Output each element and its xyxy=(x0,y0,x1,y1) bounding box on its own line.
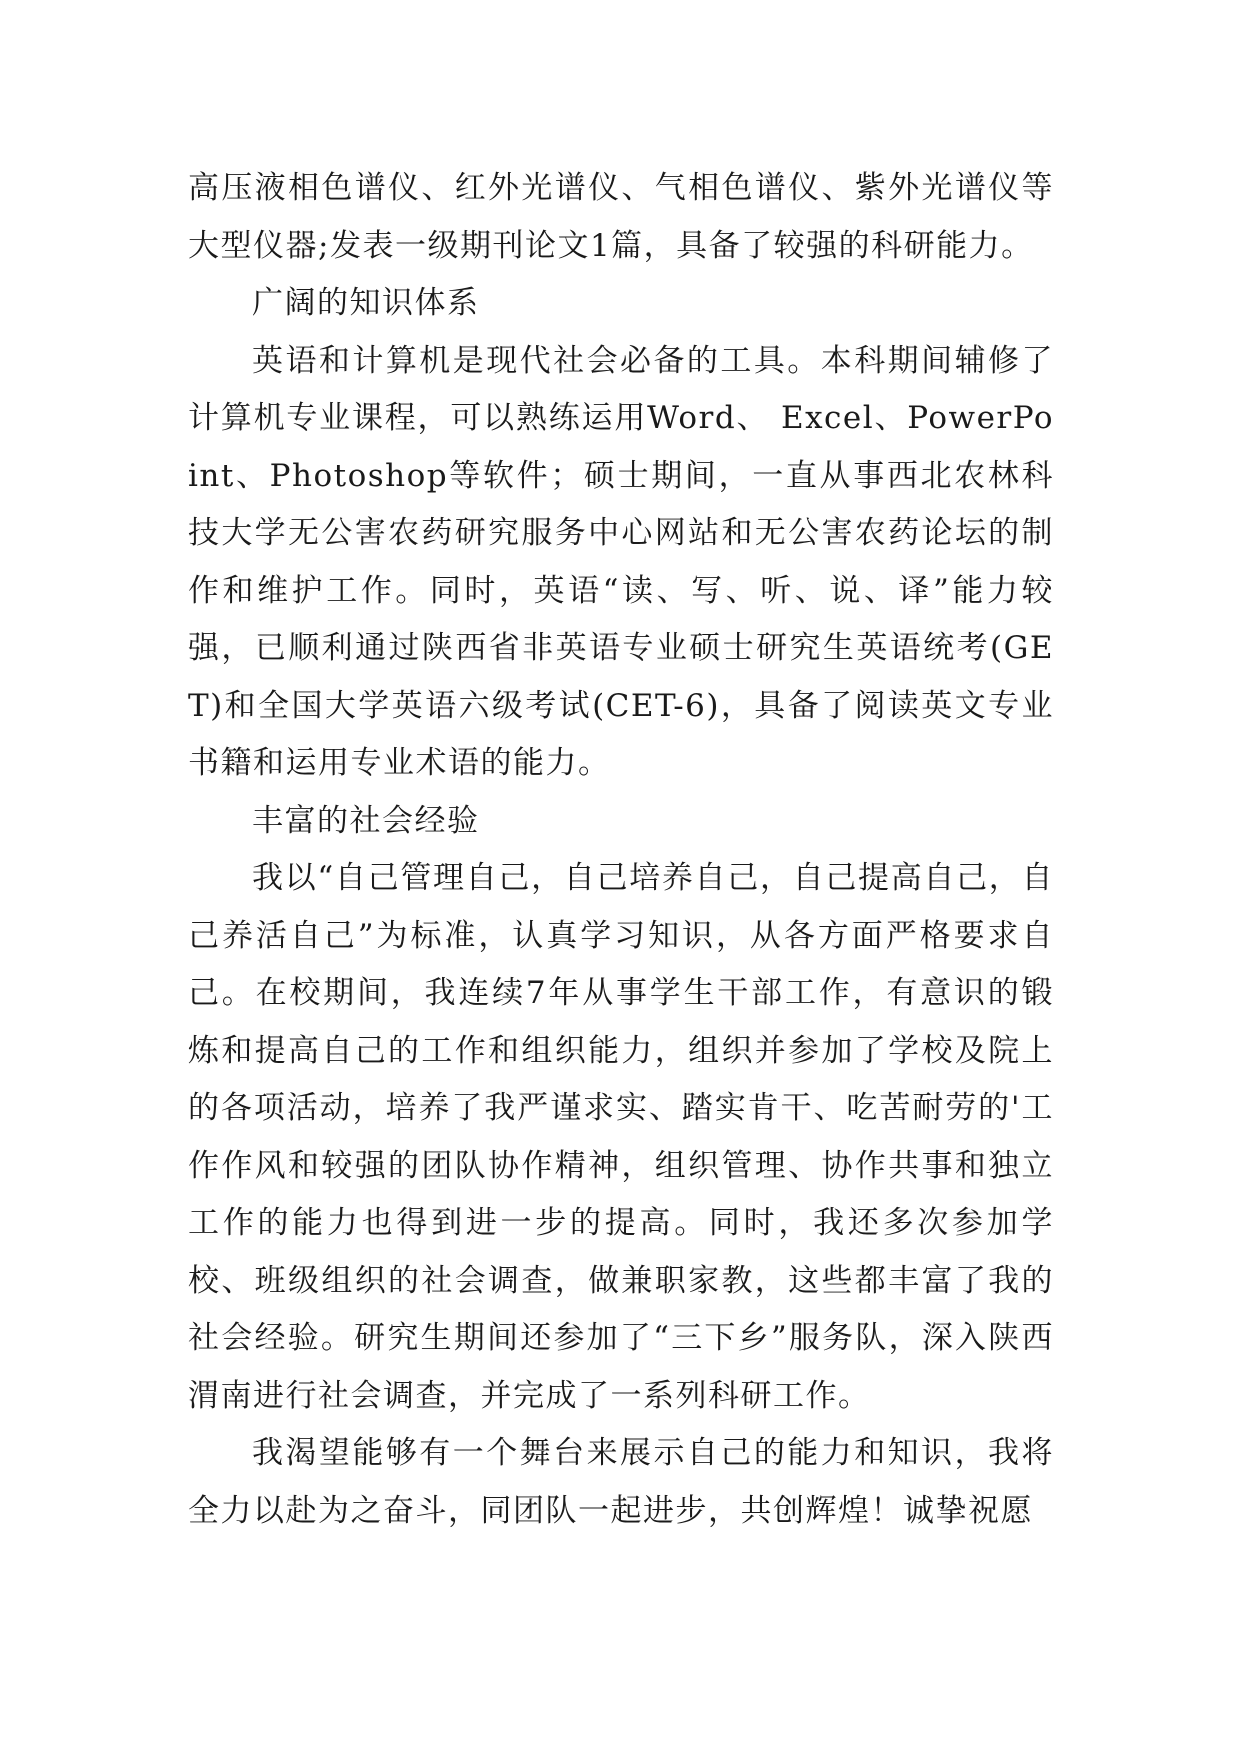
paragraph-english-computer: 英语和计算机是现代社会必备的工具。本科期间辅修了计算机专业课程，可以熟练运用Word、 Excel、PowerPoint、Photoshop等软件；硕士期间，一直从事西北农林科技大学无公害农药研究服务中心网站和无公害农药论坛的制作和维护工作。同时，英语“读、写、听、说、译”能力较强，已顺利通过陕西省非英语专业硕士研究生英语统考(GET)和全国大学英语六级考试(CET-6)，具备了阅读英文专业书籍和运用专业术语的能力。 xyxy=(188,342,1054,781)
heading-social-experience: 丰富的社会经验 xyxy=(252,802,480,839)
paragraph-social-experience: 我以“自己管理自己，自己培养自己，自己提高自己，自己养活自己”为标准，认真学习知识，从各方面严格要求自己。在校期间，我连续7年从事学生干部工作，有意识的锻炼和提高自己的工作和组织能力，组织并参加了学校及院上的各项活动，培养了我严谨求实、踏实肯干、吃苦耐劳的'工作作风和较强的团队协作精神，组织管理、协作共事和独立工作的能力也得到进一步的提高。同时，我还多次参加学校、班级组织的社会调查，做兼职家教，这些都丰富了我的社会经验。研究生期间还参加了“三下乡”服务队，深入陕西渭南进行社会调查，并完成了一系列科研工作。 xyxy=(188,860,1054,1414)
paragraph-research-ability: 高压液相色谱仪、红外光谱仪、气相色谱仪、紫外光谱仪等大型仪器;发表一级期刊论文1篇，具备了较强的科研能力。 xyxy=(188,170,1054,264)
paragraph-closing: 我渴望能够有一个舞台来展示自己的能力和知识，我将全力以赴为之奋斗，同团队一起进步，共创辉煌！诚挚祝愿 xyxy=(188,1435,1054,1529)
document-body xyxy=(188,160,1054,1540)
heading-knowledge-system: 广阔的知识体系 xyxy=(252,285,480,321)
